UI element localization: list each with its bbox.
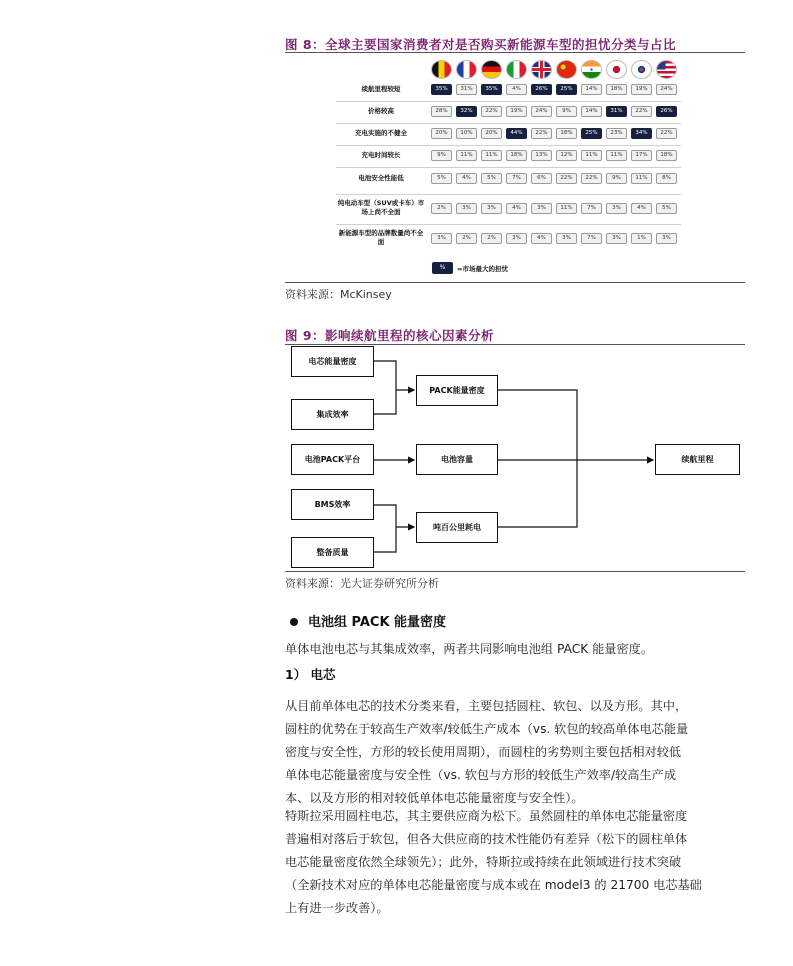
value-cell: 12% (556, 150, 577, 161)
connector-integration (374, 390, 396, 414)
value-cell: 18% (556, 128, 577, 139)
value-cell: 4% (531, 233, 552, 244)
subheading-cell: 1） 电芯 (285, 667, 336, 682)
paragraph-1-line: 从目前单体电芯的技术分类来看，主要包括圆柱、软包、以及方形。其中， (285, 699, 688, 713)
value-cell: 1% (631, 233, 652, 244)
value-cell: 14% (581, 106, 602, 117)
value-cell: 6% (531, 173, 552, 184)
paragraph-2-line: 特斯拉采用圆柱电芯，其主要供应商为松下。虽然圆柱的单体电芯能量密度 (285, 809, 688, 823)
value-cell: 31% (456, 84, 477, 95)
value-cell: 24% (531, 106, 552, 117)
value-cell: 22% (481, 106, 502, 117)
value-cell: 32% (456, 106, 477, 117)
box-bms: BMS效率 (291, 489, 374, 520)
value-cell: 3% (481, 203, 502, 214)
paragraph-1-line: 单体电芯能量密度与安全性（vs. 软包与方形的较低生产效率/较高生产成 (285, 768, 677, 782)
value-cell: 20% (481, 128, 502, 139)
value-cell: 23% (606, 128, 627, 139)
value-cell: 26% (531, 84, 552, 95)
value-cell: 5% (431, 173, 452, 184)
value-cell: 25% (556, 84, 577, 95)
paragraph-2-line: 普遍相对落后于软包，但各大供应商的技术性能仍有差异（松下的圆柱单体 (285, 832, 688, 846)
value-cell: 18% (506, 150, 527, 161)
value-cell: 3% (606, 203, 627, 214)
value-cell: 7% (506, 173, 527, 184)
value-cell: 3% (431, 233, 452, 244)
value-cell: 9% (606, 173, 627, 184)
paragraph-2-line: 上有进一步改善）。 (285, 901, 389, 915)
value-cell: 19% (631, 84, 652, 95)
connector-curb-weight (374, 527, 396, 552)
paragraph-1-line: 圆柱的优势在于较高生产效率/较低生产成本（vs. 软包的较高单体电芯能量 (285, 722, 689, 736)
figure-9-title: 图 9：影响续航里程的核心因素分析 (285, 328, 495, 343)
connector-pack-density-out (498, 390, 577, 460)
value-cell: 11% (456, 150, 477, 161)
box-integration: 集成效率 (291, 399, 374, 430)
value-cell: 34% (631, 128, 652, 139)
paragraph-1-line: 密度与安全性，方形的较长使用周期），而圆柱的劣势则主要包括相对较低 (285, 745, 682, 759)
value-cell: 3% (606, 233, 627, 244)
value-cell: 5% (656, 203, 677, 214)
value-cell: 18% (656, 150, 677, 161)
value-cell: 35% (481, 84, 502, 95)
value-cell: 20% (431, 128, 452, 139)
section-heading-text: 电池组 PACK 能量密度 (308, 615, 447, 630)
value-cell: 9% (431, 150, 452, 161)
box-consumption: 吨百公里耗电 (416, 512, 498, 543)
value-cell: 3% (456, 203, 477, 214)
concern-label: 充电时间较长 (361, 150, 401, 159)
value-cell: 11% (481, 150, 502, 161)
value-cell: 11% (556, 203, 577, 214)
value-cell: 31% (606, 106, 627, 117)
paragraph-2-line: （全新技术对应的单体电芯能量密度与成本或在 model3 的 21700 电芯基础 (285, 878, 702, 892)
value-cell: 11% (581, 150, 602, 161)
paragraph-2 (285, 805, 745, 920)
value-cell: 3% (531, 203, 552, 214)
value-cell: 22% (631, 106, 652, 117)
value-cell: 25% (581, 128, 602, 139)
concern-label: 新能源车型的品牌数量尚不全面 (338, 229, 424, 246)
box-cell-density: 电芯能量密度 (291, 346, 374, 377)
connector-bms (374, 505, 396, 527)
figure-9-source: 资料来源：光大证券研究所分析 (285, 577, 439, 590)
value-cell: 4% (506, 203, 527, 214)
value-cell: 2% (431, 203, 452, 214)
legend-symbol: % (432, 262, 453, 274)
concern-label: 纯电动车型（SUV或卡车）市场上尚不全面 (337, 199, 425, 216)
box-curb-weight: 整备质量 (291, 537, 374, 568)
value-cell: 18% (606, 84, 627, 95)
intro-paragraph: 单体电池电芯与其集成效率，两者共同影响电池组 PACK 能量密度。 (285, 642, 654, 656)
value-cell: 24% (656, 84, 677, 95)
figure-9-bottom-rule (285, 571, 745, 572)
value-cell: 11% (631, 173, 652, 184)
concern-label: 充电实施的不健全 (355, 128, 407, 137)
paragraph-2-line: 电芯能量密度依然全球领先）；此外，特斯拉或持续在此领域进行技术突破 (285, 855, 682, 869)
value-cell: 3% (506, 233, 527, 244)
value-cell: 22% (581, 173, 602, 184)
value-cell: 8% (656, 173, 677, 184)
figure-8-title: 图 8：全球主要国家消费者对是否购买新能源车型的担忧分类与占比 (285, 37, 677, 52)
value-cell: 9% (556, 106, 577, 117)
value-cell: 44% (506, 128, 527, 139)
value-cell: 7% (581, 233, 602, 244)
value-cell: 11% (606, 150, 627, 161)
figure-8-source: 资料来源：McKinsey (285, 288, 392, 301)
value-cell: 14% (581, 84, 602, 95)
bullet-icon (290, 618, 298, 626)
value-cell: 2% (481, 233, 502, 244)
paragraph-1-line: 本、以及方形的相对较低单体电芯能量密度与安全性）。 (285, 791, 584, 805)
concern-label: 电池安全性能低 (358, 173, 404, 182)
value-cell: 2% (456, 233, 477, 244)
box-pack-platform: 电池PACK平台 (291, 444, 374, 475)
value-cell: 28% (431, 106, 452, 117)
value-cell: 35% (431, 84, 452, 95)
value-cell: 4% (506, 84, 527, 95)
value-cell: 26% (656, 106, 677, 117)
value-cell: 10% (456, 128, 477, 139)
section-heading (290, 611, 446, 630)
paragraph-1 (285, 695, 745, 810)
value-cell: 22% (656, 128, 677, 139)
value-cell: 3% (556, 233, 577, 244)
value-cell: 17% (631, 150, 652, 161)
value-cell: 22% (556, 173, 577, 184)
value-cell: 4% (631, 203, 652, 214)
concern-label: 价格较高 (368, 106, 394, 115)
value-cell: 19% (506, 106, 527, 117)
legend-text: =市场最大的担忧 (457, 265, 508, 273)
value-cell: 22% (531, 128, 552, 139)
connector-consumption-out (498, 460, 577, 527)
value-cell: 7% (581, 203, 602, 214)
concern-label: 续航里程较短 (361, 84, 401, 93)
value-cell: 13% (531, 150, 552, 161)
value-cell: 4% (456, 173, 477, 184)
value-cell: 5% (481, 173, 502, 184)
box-capacity: 电池容量 (416, 444, 498, 475)
value-cell: 3% (656, 233, 677, 244)
connector-cell-density (374, 361, 396, 390)
box-range: 续航里程 (655, 444, 740, 475)
box-pack-density: PACK能量密度 (416, 375, 498, 406)
